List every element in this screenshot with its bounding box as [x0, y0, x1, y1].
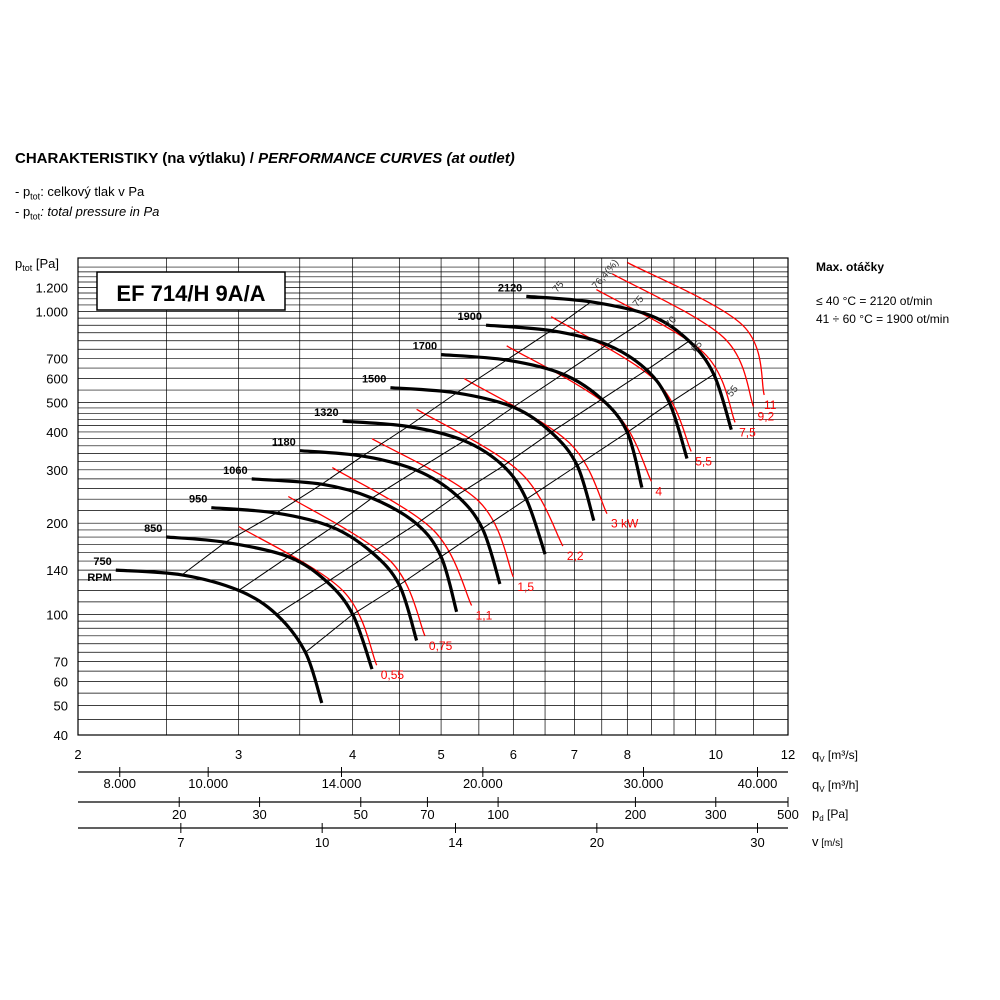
max-speed-line-1: ≤ 40 °C = 2120 ot/min [816, 294, 933, 308]
model-label: EF 714/H 9A/A [116, 281, 266, 306]
system-line [305, 374, 713, 652]
plot-border [78, 258, 788, 735]
x-tick-label-m3s: 7 [570, 747, 579, 762]
power-line-label: 4 [655, 484, 663, 499]
aux-tick-label: 10 [314, 835, 330, 850]
efficiency-mark: 65 [689, 339, 705, 355]
speed-curves [87, 258, 741, 703]
y-tick-label: 300 [46, 462, 68, 478]
y-tick-label: 70 [53, 654, 68, 670]
aux-tick-label: 8.000 [103, 776, 137, 791]
x-axis-title-aux: $p_d$ [Pa] [812, 806, 849, 823]
speed-unit-label: RPM [87, 572, 112, 585]
y-tick-label: 700 [46, 351, 68, 367]
speed-curve [211, 508, 416, 641]
aux-tick-label: 200 [624, 807, 647, 822]
speed-curve-label: 750 [93, 556, 112, 569]
x-axis-title-m3s: $q_V$ [m³/s] [812, 747, 858, 764]
y-axis-title-sub: tot [22, 263, 33, 273]
aux-tick-label: 10.000 [188, 776, 229, 791]
aux-tick-label: 30 [750, 835, 765, 850]
aux-tick-label: 14.000 [321, 776, 362, 791]
power-line [551, 317, 691, 452]
efficiency-mark: 75 [550, 279, 567, 295]
x-tick-label-m3s: 10 [708, 747, 723, 762]
y-axis-title-unit: [Pa] [32, 256, 59, 271]
power-line [417, 409, 563, 546]
y-tick-label: 100 [46, 607, 68, 623]
power-line-label: 1,5 [517, 579, 535, 594]
speed-curve-label: 1700 [412, 340, 438, 353]
speed-curve [252, 479, 457, 612]
efficiency-mark: 76,4(%) [590, 257, 622, 292]
x-tick-label-m3s: 5 [437, 747, 445, 762]
power-line-label: 5,5 [695, 454, 712, 469]
aux-tick-label: 50 [353, 807, 368, 822]
aux-tick-label: 40.000 [737, 776, 778, 791]
power-line-label: 9,2 [757, 409, 775, 424]
x-axis-title-aux-sub: V [819, 785, 825, 794]
system-line [182, 302, 591, 575]
speed-curve-label: 2120 [497, 282, 523, 295]
speed-curve [343, 421, 545, 554]
speed-curve-label: 850 [144, 523, 163, 536]
x-tick-label-m3s: 8 [623, 747, 631, 762]
y-tick-label: 500 [46, 395, 68, 411]
y-tick-label: 600 [46, 371, 68, 387]
y-tick-label: 1.000 [35, 304, 68, 320]
max-speed-line-2: 41 ÷ 60 °C = 1900 ot/min [816, 312, 950, 326]
speed-curve [300, 451, 500, 584]
x-axis-title-aux: $q_V$ [m³/h] [812, 777, 859, 794]
x-axis-title-aux: v [m/s] [812, 834, 843, 849]
efficiency-mark: 75 [630, 293, 647, 310]
x-tick-label-m3s: 3 [235, 747, 243, 762]
aux-tick-label: 70 [420, 807, 435, 822]
aux-tick-label: 20 [589, 835, 605, 850]
x-axis-title-aux-unit: [m³/h] [824, 778, 859, 792]
power-line-label: 1,1 [475, 608, 493, 623]
aux-tick-label: 20.000 [462, 776, 503, 791]
chart-grid [78, 258, 788, 735]
speed-curve-label: 1060 [223, 464, 248, 477]
power-line-label: 0,55 [380, 668, 405, 683]
speed-curve [166, 537, 372, 669]
aux-tick-label: 7 [177, 835, 185, 850]
y-tick-label: 60 [53, 674, 68, 690]
speed-curve [116, 570, 322, 703]
x-tick-label-m3s: 12 [780, 747, 796, 762]
x-tick-label-m3s: 2 [74, 747, 82, 762]
x-tick-label-m3s: 4 [349, 747, 357, 762]
efficiency-mark: 55 [725, 383, 741, 400]
legend-line-cz: - $p_{tot}$: celkový tlak v Pa [15, 184, 145, 202]
y-tick-label: 200 [46, 516, 68, 532]
x-axis-title-m3s-unit: [m³/s] [824, 748, 858, 762]
y-axis-title: $p_{tot}$ [Pa] [15, 256, 59, 273]
speed-curve-label: 950 [188, 493, 208, 506]
aux-tick-label: 500 [777, 807, 799, 822]
x-axis-title-aux-unit: [m/s] [818, 838, 843, 849]
aux-tick-label: 20 [171, 807, 187, 822]
aux-tick-label: 30 [252, 807, 267, 822]
speed-curve-label: 1320 [314, 407, 339, 420]
y-tick-label: 140 [46, 563, 68, 579]
power-line-label: 2,2 [566, 549, 584, 564]
power-line-label: 11 [764, 397, 777, 412]
speed-curve-label: 1500 [361, 373, 387, 386]
efficiency-mark: 70 [663, 314, 680, 331]
y-tick-label: 400 [46, 424, 68, 440]
chart-title: CHARAKTERISTIKY (na výtlaku) / PERFORMANCE CURVES (at outlet) [15, 150, 515, 167]
speed-curve-label: 1900 [457, 311, 482, 324]
power-line-label: 7,5 [739, 425, 756, 440]
aux-tick-label: 14 [448, 835, 463, 850]
max-speed-title: Max. otáčky [816, 260, 885, 274]
y-tick-label: 1.200 [35, 280, 68, 296]
x-axis-title-aux-unit: [Pa] [823, 807, 849, 821]
power-line-label: 0,75 [428, 638, 453, 653]
x-axis-title-aux-sub: d [819, 814, 824, 823]
legend-line-en: - $p_{tot}$: total pressure in Pa [15, 204, 160, 222]
x-axis-title-m3s-sub: V [819, 755, 825, 764]
speed-curve [526, 296, 731, 429]
power-line-label: 3 kW [611, 516, 639, 531]
speed-curve [441, 355, 642, 488]
x-tick-label-m3s: 6 [509, 747, 517, 762]
y-tick-label: 50 [53, 698, 68, 714]
aux-tick-label: 30.000 [623, 776, 664, 791]
aux-tick-label: 300 [704, 807, 727, 822]
speed-curve-label: 1180 [271, 436, 296, 449]
y-tick-label: 40 [53, 728, 68, 743]
aux-tick-label: 100 [487, 807, 509, 822]
